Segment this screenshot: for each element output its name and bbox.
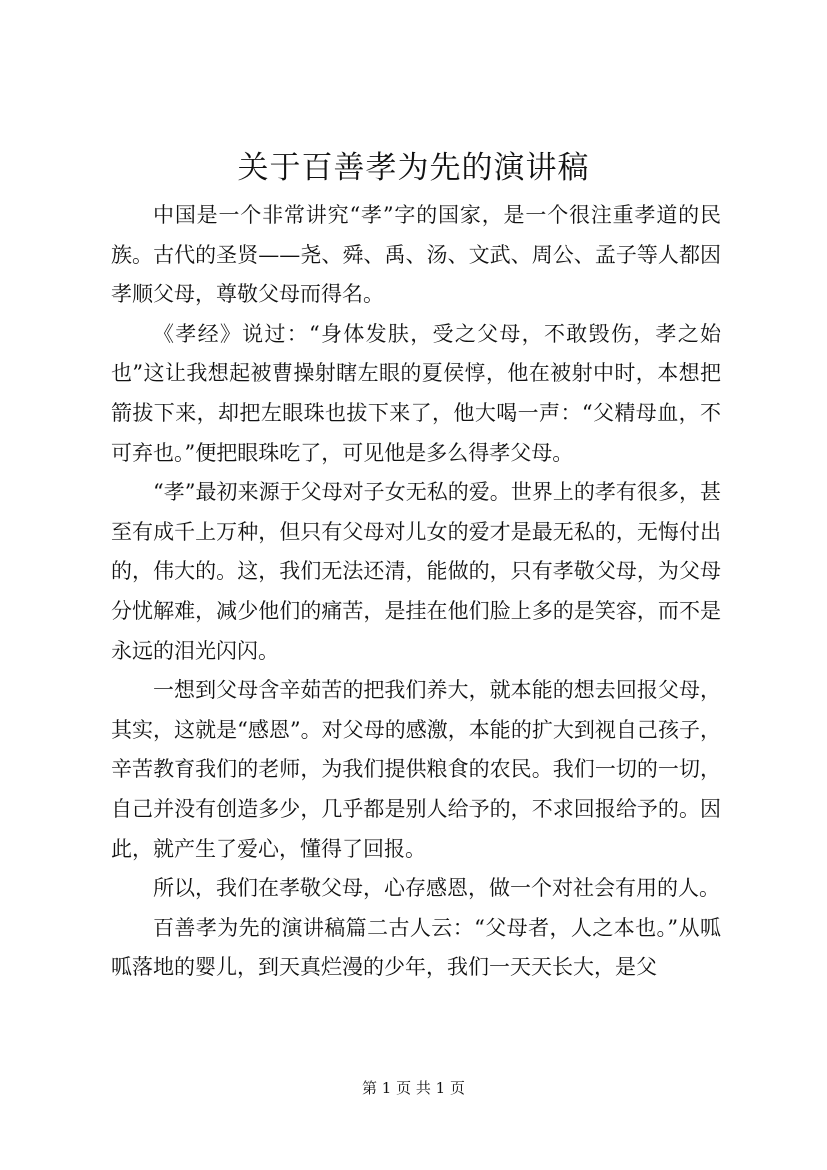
document-title: 关于百善孝为先的演讲稿 — [237, 150, 590, 186]
paragraph-2: 《孝经》说过：“身体发肤，受之父母，不敢毁伤，孝之始也”这让我想起被曹操射瞎左眼的夏侯惇，他在被射中时，本想把箭拔下来，却把左眼珠也拔下来了，他大喝一声：“父精母血，不可弃也。”便把眼珠吃了，可见他是多么得孝父母。 — [111, 321, 721, 465]
paragraph-1: 中国是一个非常讲究“孝”字的国家，是一个很注重孝道的民族。古代的圣贤——尧、舜、禹、汤、文武、周公、孟子等人都因孝顺父母，尊敬父母而得名。 — [111, 203, 721, 307]
page-number-footer: 第 1 页 共 1 页 — [362, 1079, 465, 1097]
document-body — [111, 196, 721, 988]
paragraph-5: 所以，我们在孝敬父母，心存感恩，做一个对社会有用的人。 — [153, 876, 720, 901]
paragraph-3: “孝”最初来源于父母对子女无私的爱。世界上的孝有很多，甚至有成千上万种，但只有父母对儿女的爱才是最无私的，无悔付出的，伟大的。这，我们无法还清，能做的，只有孝敬父母，为父母分忧解难，减少他们的痛苦，是挂在他们脸上多的是笑容，而不是永远的泪光闪闪。 — [111, 480, 721, 663]
paragraph-6: 百善孝为先的演讲稿篇二古人云：“父母者，人之本也。”从呱呱落地的婴儿，到天真烂漫的少年，我们一天天长大，是父 — [111, 915, 721, 980]
paragraph-4: 一想到父母含辛茹苦的把我们养大，就本能的想去回报父母，其实，这就是“感恩”。对父母的感激，本能的扩大到视自己孩子，辛苦教育我们的老师，为我们提供粮食的农民。我们一切的一切，自己并没有创造多少，几乎都是别人给予的，不求回报给予的。因此，就产生了爱心，懂得了回报。 — [111, 678, 721, 861]
